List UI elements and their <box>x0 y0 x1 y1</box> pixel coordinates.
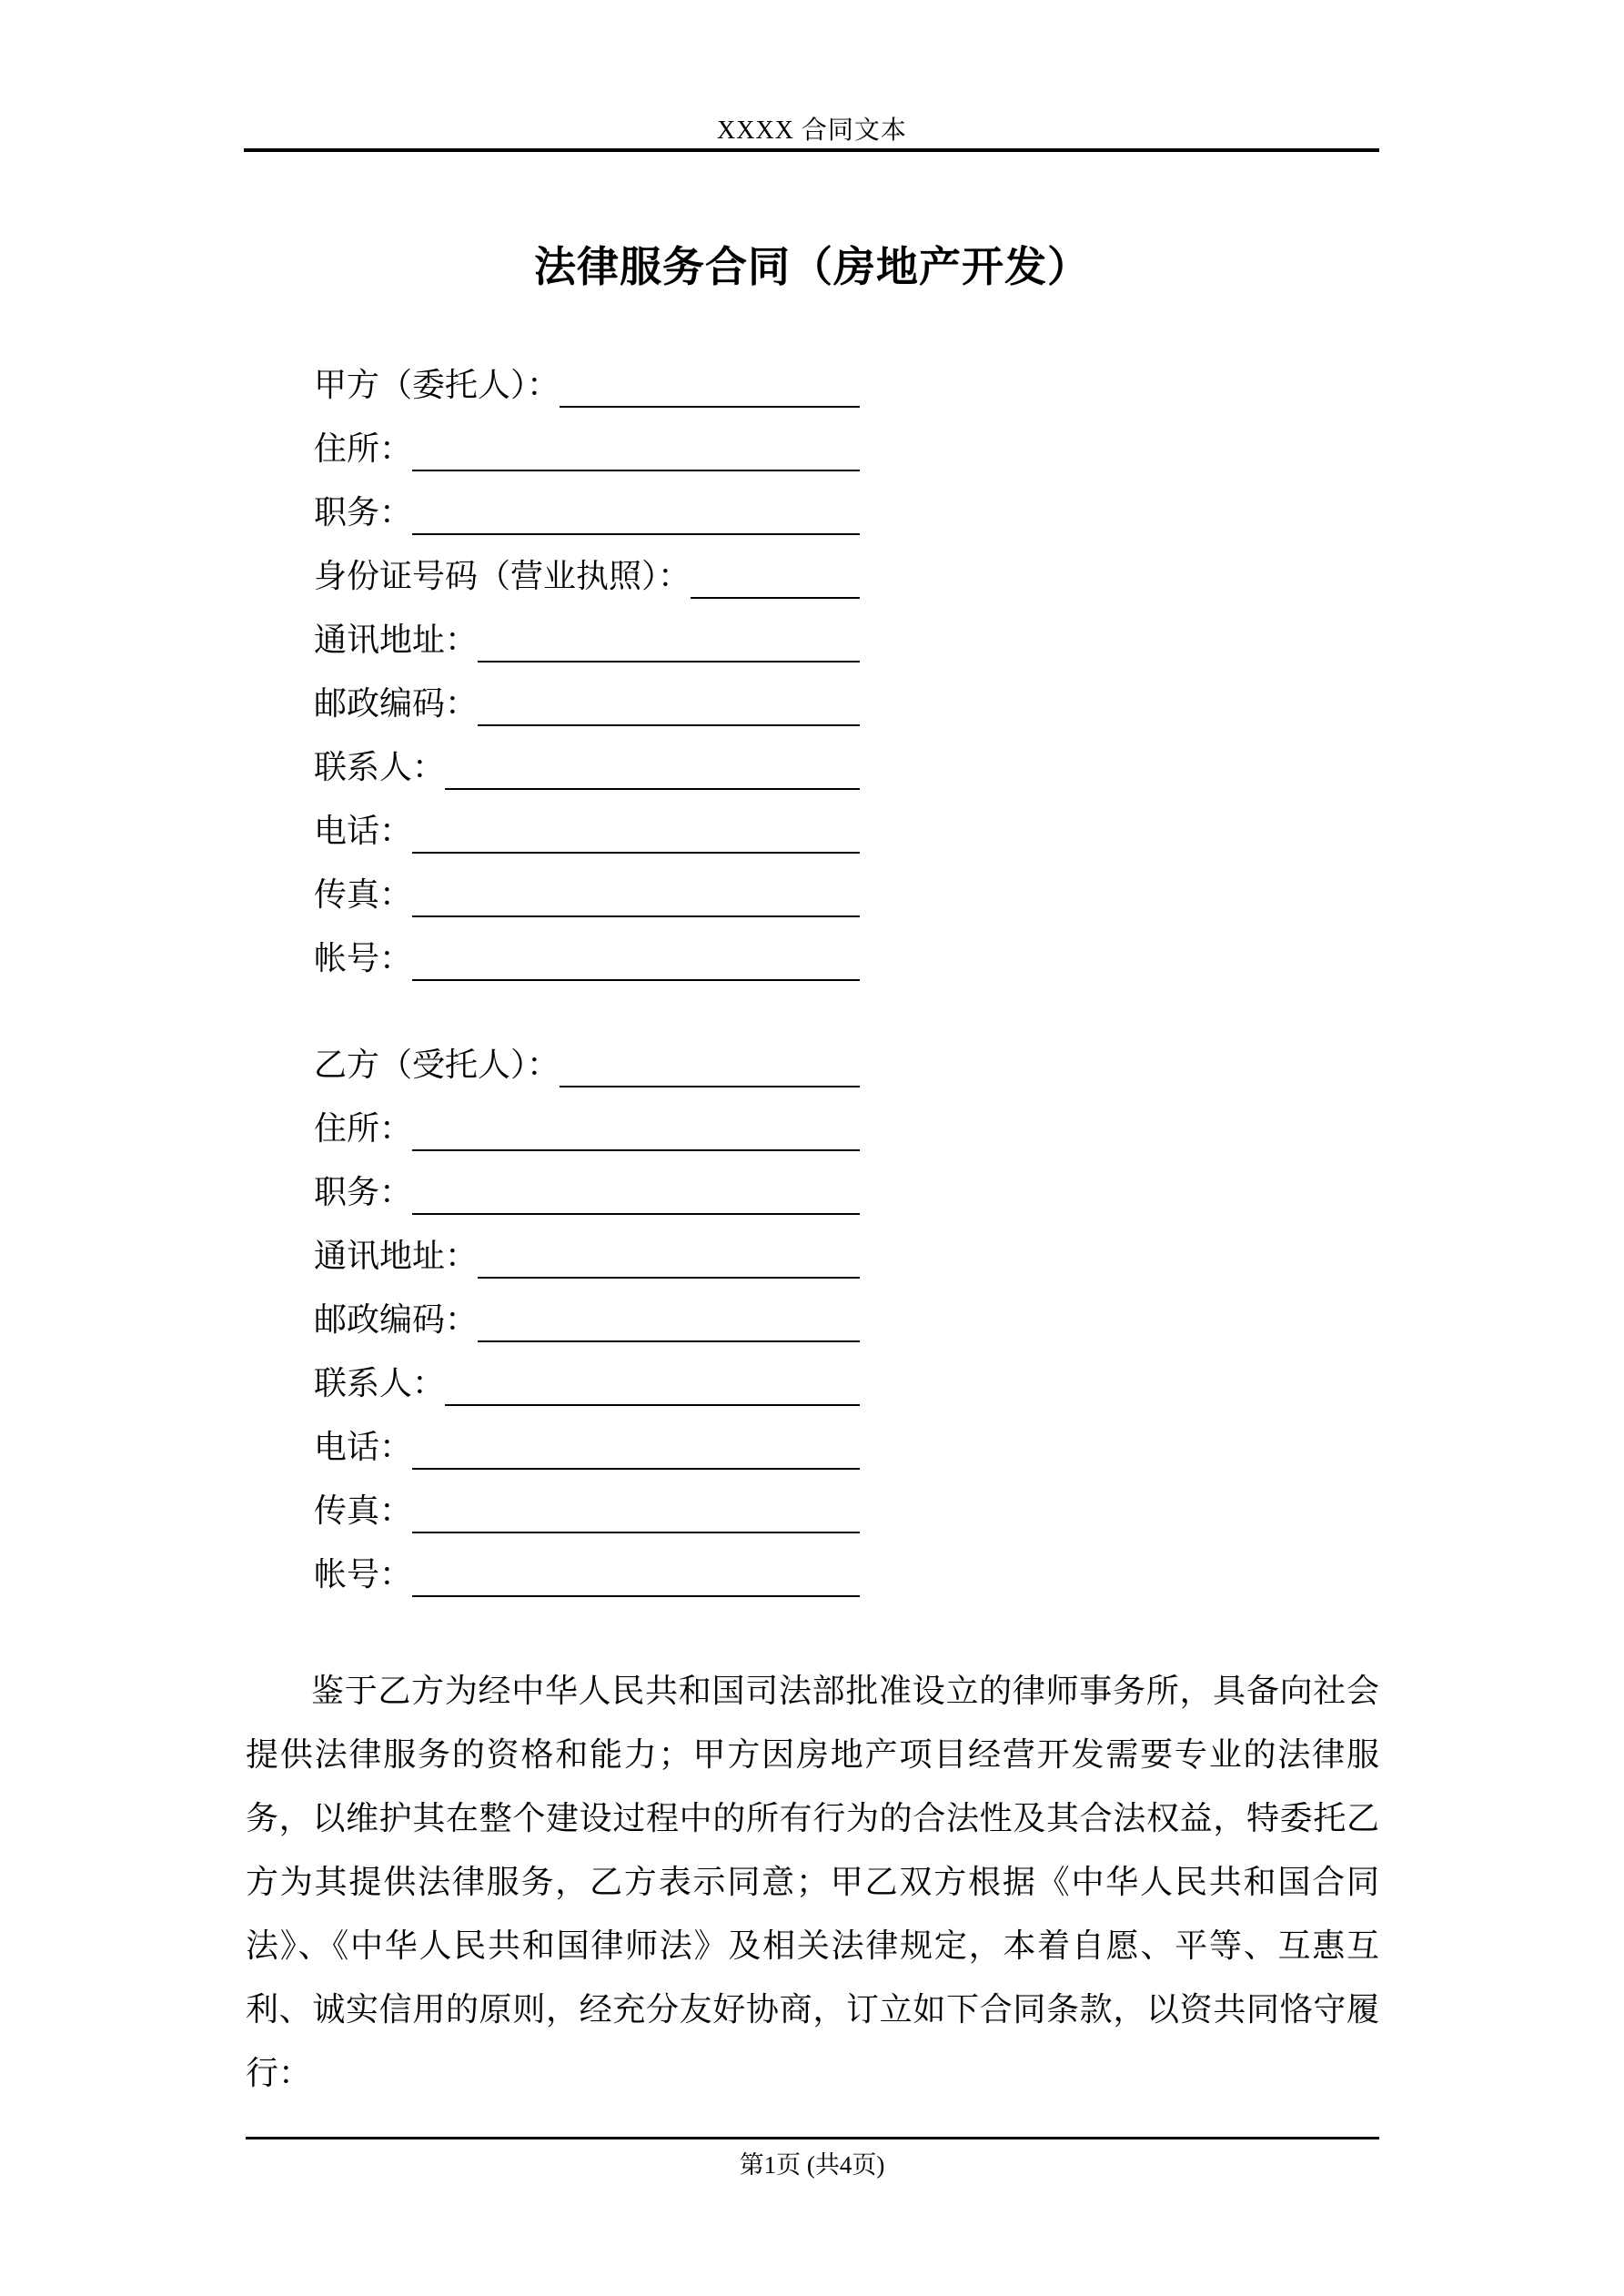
field-blank-underline <box>691 544 860 599</box>
field-blank-underline <box>412 480 860 535</box>
field-label: 传真： <box>314 1492 413 1529</box>
field-blank-underline <box>445 1351 860 1406</box>
form-field-row <box>314 1479 860 1542</box>
field-blank-underline <box>412 1160 860 1215</box>
field-label: 职务： <box>314 1174 413 1210</box>
field-label: 住所： <box>314 1110 413 1147</box>
header-title: XXXX 合同文本 <box>717 116 907 145</box>
form-field-row <box>314 1288 860 1351</box>
field-blank-underline <box>478 672 860 726</box>
page-footer <box>0 2145 1624 2180</box>
form-field-row <box>314 926 860 990</box>
field-label: 身份证号码（营业执照）： <box>314 558 691 594</box>
field-blank-underline <box>412 1479 860 1533</box>
form-field-row <box>314 1097 860 1160</box>
field-label: 联系人： <box>314 749 446 785</box>
field-label: 住所： <box>314 430 413 467</box>
field-blank-underline <box>412 926 860 981</box>
form-field-row <box>314 1542 860 1606</box>
field-blank-underline <box>478 608 860 663</box>
preamble-paragraph: 鉴于乙方为经中华人民共和国司法部批准设立的律师事务所，具备向社会提供法律服务的资格和能力；甲方因房地产项目经营开发需要专业的法律服务，以维护其在整个建设过程中的所有行为的合法性及其合法权益，特委托乙方为其提供法律服务，乙方表示同意；甲乙双方根据《中华人民共和国合同法》、《中华人民共和国律师法》及相关法律规定，本着自愿、平等、互惠互利、诚实信用的原则，经充分友好协商，订立如下合同条款，以资共同恪守履行： <box>246 1673 1379 2091</box>
field-blank-underline <box>412 1097 860 1151</box>
form-field-row <box>314 672 860 735</box>
footer-rule <box>246 2137 1379 2139</box>
form-field-row <box>314 417 860 480</box>
field-label: 邮政编码： <box>314 1301 479 1338</box>
field-blank-underline <box>560 353 860 408</box>
field-label: 联系人： <box>314 1365 446 1401</box>
field-label: 邮政编码： <box>314 685 479 722</box>
field-blank-underline <box>412 863 860 917</box>
field-label: 帐号： <box>314 940 413 976</box>
party-b-section <box>314 1033 860 1606</box>
form-fields <box>314 353 860 1606</box>
form-field-row <box>314 1160 860 1224</box>
field-label: 甲方（委托人）： <box>314 367 560 403</box>
field-blank-underline <box>478 1288 860 1342</box>
form-field-row <box>314 799 860 863</box>
form-field-row <box>314 608 860 672</box>
document-title: 法律服务合同（房地产开发） <box>534 243 1090 290</box>
field-blank-underline <box>412 1415 860 1470</box>
header-rule <box>244 148 1379 152</box>
field-label: 电话： <box>314 813 413 849</box>
form-field-row <box>314 1351 860 1415</box>
form-field-row <box>314 544 860 608</box>
form-field-row <box>314 1033 860 1097</box>
section-gap <box>314 990 860 1033</box>
party-a-section <box>314 353 860 990</box>
field-blank-underline <box>445 735 860 790</box>
field-blank-underline <box>478 1224 860 1279</box>
page-header <box>0 110 1624 147</box>
form-field-row <box>314 1224 860 1288</box>
form-field-row <box>314 480 860 544</box>
field-label: 通讯地址： <box>314 1238 479 1274</box>
field-blank-underline <box>412 417 860 471</box>
field-label: 通讯地址： <box>314 622 479 658</box>
field-blank-underline <box>560 1033 860 1087</box>
field-label: 电话： <box>314 1429 413 1465</box>
page-number: 第1页 (共4页) <box>739 2151 885 2179</box>
field-label: 传真： <box>314 876 413 913</box>
form-field-row <box>314 353 860 417</box>
form-field-row <box>314 863 860 926</box>
field-label: 职务： <box>314 494 413 531</box>
field-label: 乙方（受托人）： <box>314 1047 560 1083</box>
field-blank-underline <box>412 799 860 854</box>
form-field-row <box>314 1415 860 1479</box>
field-label: 帐号： <box>314 1556 413 1593</box>
field-blank-underline <box>412 1542 860 1597</box>
form-field-row <box>314 735 860 799</box>
